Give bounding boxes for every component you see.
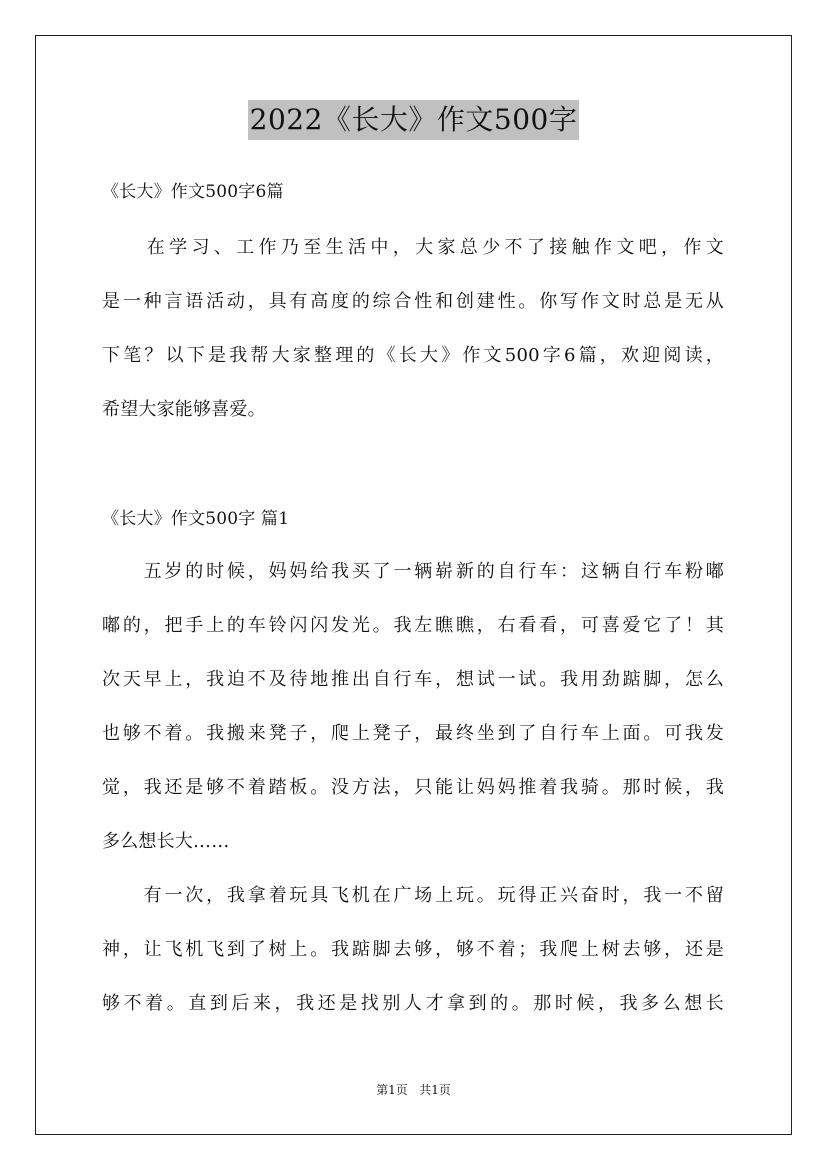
page-footer: [0, 1082, 827, 1098]
paragraph-line: 也够不着。我搬来凳子，爬上凳子，最终坐到了自行车上面。可我发: [102, 723, 724, 744]
paragraph-line: 够不着。直到后来，我还是找别人才拿到的。那时候，我多么想长: [102, 993, 724, 1014]
paragraph-line: 神，让飞机飞到了树上。我踮脚去够，够不着；我爬上树去够，还是: [102, 939, 724, 960]
intro-line: 希望大家能够喜爱。: [102, 399, 266, 420]
document-subtitle: 《长大》作文500字6篇: [102, 182, 284, 202]
intro-line: 在学习、工作乃至生活中，大家总少不了接触作文吧，作文: [102, 237, 724, 258]
paragraph-line: 觉，我还是够不着踏板。没方法，只能让妈妈推着我骑。那时候，我: [102, 777, 724, 798]
paragraph-line: 有一次，我拿着玩具飞机在广场上玩。玩得正兴奋时，我一不留: [102, 885, 724, 906]
paragraph-line: 嘟的，把手上的车铃闪闪发光。我左瞧瞧，右看看，可喜爱它了！其: [102, 615, 724, 636]
intro-line: 是一种言语活动，具有高度的综合性和创建性。你写作文时总是无从: [102, 291, 724, 312]
document-title: 2022《长大》作文500字: [248, 100, 580, 140]
page-total: 共1页: [419, 1083, 451, 1097]
paragraph-line: 五岁的时候，妈妈给我买了一辆崭新的自行车：这辆自行车粉嘟: [102, 561, 724, 582]
title-block: [0, 100, 827, 140]
section-heading: 《长大》作文500字 篇1: [102, 509, 290, 529]
paragraph-line: 次天早上，我迫不及待地推出自行车，想试一试。我用劲踮脚，怎么: [102, 669, 724, 690]
paragraph-line: 多么想长大……: [102, 831, 230, 852]
intro-line: 下笔？以下是我帮大家整理的《长大》作文500字6篇，欢迎阅读，: [102, 345, 724, 366]
page-number: 第1页: [376, 1083, 408, 1097]
